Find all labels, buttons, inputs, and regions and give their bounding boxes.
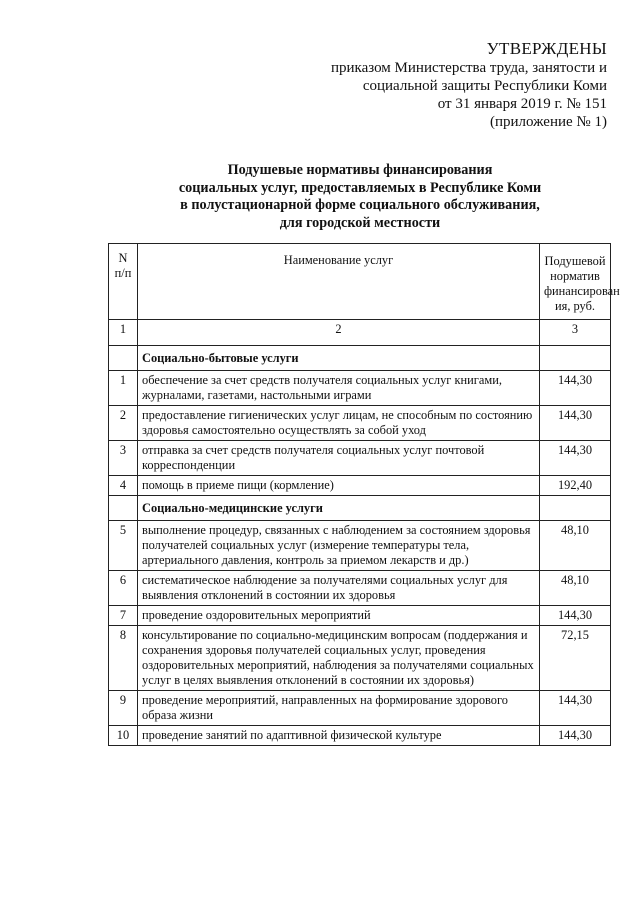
row-value: 144,30 <box>540 726 611 746</box>
row-name: проведение занятий по адаптивной физической культуре <box>138 726 540 746</box>
row-num: 8 <box>109 626 138 691</box>
table-row <box>109 371 611 406</box>
row-value: 144,30 <box>540 371 611 406</box>
section-row <box>109 496 611 521</box>
header-norm: Подушевой норматив финансирован ия, руб. <box>540 244 611 320</box>
section-row <box>109 346 611 371</box>
section-num-cell <box>109 496 138 521</box>
row-value: 72,15 <box>540 626 611 691</box>
row-name: обеспечение за счет средств получателя социальных услуг книгами, журналами, газетами, настольными играми <box>138 371 540 406</box>
approval-date-line: от 31 января 2019 г. № 151 <box>437 96 607 112</box>
approval-line: приказом Министерства труда, занятости и <box>330 60 607 76</box>
norms-table <box>108 243 620 746</box>
title-line: для городской местности <box>279 214 441 231</box>
section-title: Социально-медицинские услуги <box>138 496 540 521</box>
row-name: систематическое наблюдение за получателями социальных услуг для выявления отклонений в состоянии их здоровья <box>138 571 540 606</box>
row-name: помощь в приеме пищи (кормление) <box>138 476 540 496</box>
column-number-row <box>109 320 611 346</box>
column-number: 3 <box>540 320 611 346</box>
header-name: Наименование услуг <box>138 244 540 320</box>
column-number: 1 <box>109 320 138 346</box>
row-num: 7 <box>109 606 138 626</box>
table-row <box>109 606 611 626</box>
title-line: в полустационарной форме социального обслуживания, <box>180 197 540 213</box>
table-row <box>109 521 611 571</box>
section-value-cell <box>540 496 611 521</box>
title-line: социальных услуг, предоставляемых в Республике Коми <box>178 179 542 196</box>
row-name: отправка за счет средств получателя социальных услуг почтовой корреспонденции <box>138 441 540 476</box>
table-row <box>109 406 611 441</box>
section-num-cell <box>109 346 138 371</box>
section-value-cell <box>540 346 611 371</box>
row-name: проведение мероприятий, направленных на формирование здорового образа жизни <box>138 691 540 726</box>
table-header-row <box>109 244 611 320</box>
row-name: консультирование по социально-медицинским вопросам (поддержания и сохранения здоровья получателей социальных услуг, проведения оздоровительных мероприятий, наблюдения за получателями социальных услуг в целях выявления отклонений в состоянии их здоровья) <box>138 626 540 691</box>
row-num: 10 <box>109 726 138 746</box>
row-name: проведение оздоровительных мероприятий <box>138 606 540 626</box>
row-num: 3 <box>109 441 138 476</box>
header-num: N п/п <box>109 244 138 320</box>
section-title: Социально-бытовые услуги <box>138 346 540 371</box>
row-value: 144,30 <box>540 406 611 441</box>
row-num: 9 <box>109 691 138 726</box>
approval-appendix-line: (приложение № 1) <box>489 114 607 130</box>
approval-block <box>331 40 607 131</box>
row-value: 144,30 <box>540 606 611 626</box>
row-value: 48,10 <box>540 571 611 606</box>
row-value: 48,10 <box>540 521 611 571</box>
table-row <box>109 441 611 476</box>
row-value: 144,30 <box>540 691 611 726</box>
row-num: 4 <box>109 476 138 496</box>
row-name: предоставление гигиенических услуг лицам, не способным по состоянию здоровья самостоятельно осуществлять за собой уход <box>138 406 540 441</box>
title-line: Подушевые нормативы финансирования <box>227 162 493 178</box>
document-title <box>110 162 610 232</box>
approval-line: социальной защиты Республики Коми <box>362 78 607 94</box>
table-row <box>109 691 611 726</box>
row-num: 5 <box>109 521 138 571</box>
column-number: 2 <box>138 320 540 346</box>
row-name: выполнение процедур, связанных с наблюдением за состоянием здоровья получателей социальных услуг (измерение температуры тела, артериального давления, контроль за приемом лекарств и др.) <box>138 521 540 571</box>
table-row <box>109 626 611 691</box>
table-row <box>109 476 611 496</box>
row-value: 192,40 <box>540 476 611 496</box>
row-num: 1 <box>109 371 138 406</box>
row-value: 144,30 <box>540 441 611 476</box>
row-num: 6 <box>109 571 138 606</box>
table-row <box>109 571 611 606</box>
approval-heading: УТВЕРЖДЕНЫ <box>486 39 607 58</box>
row-num: 2 <box>109 406 138 441</box>
table-row <box>109 726 611 746</box>
